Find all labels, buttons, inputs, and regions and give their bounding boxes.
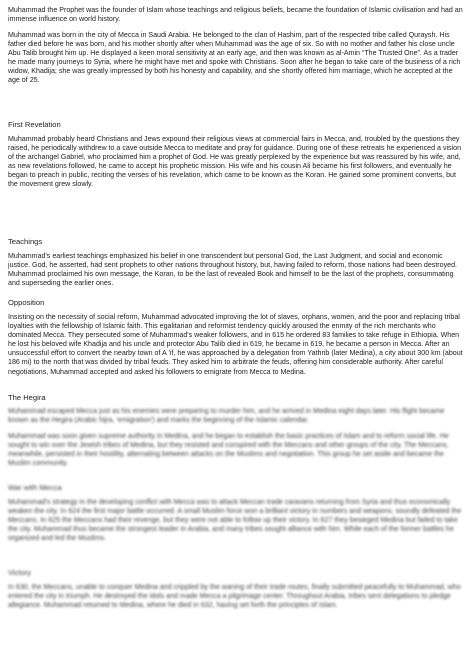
medina-paragraph: Muhammad was soon given supreme authority in Medina, and he began to establish the basic practices of Islam and to reform social life. He sought to win over the Jewish tribes of Medina, but they resisted and conspired with the Meccans and other groups of the city. The Meccans, meanwhile, persisted in their hostility, alternating between attacks on the Muslims and negotiation. This group he set aside and became the Muslim community. xyxy=(8,432,449,468)
intro-paragraph: Muhammad the Prophet was the founder of Islam whose teachings and religious beliefs, became the foundation of Islamic civilisation and had an immense influence on world history. xyxy=(8,6,463,24)
revelation-paragraph: Muhammad probably heard Christians and Jews expound their religious views at commercial fairs in Mecca, and, troubled by the questions they raised, he periodically withdrew to a cave outside Mecca to meditate and pray for guidance. During one of these retreats he experienced a vision of the archangel Gabriel, who proclaimed him a prophet of God. He was greatly perplexed by the experience but was reassured by his wife, and, as new revelations followed, he came to accept his prophetic mission. His wife and his cousin Ali became his first followers, and eventually he began to preach in public, reciting the verses of his revelation, which came to be known as the Koran. He gained some prominent converts, but the movement grew slowly. xyxy=(8,135,462,189)
war-paragraph: Muhammad's strategy in the developing conflict with Mecca was to attack Meccan trade caravans returning from Syria and thus economically weaken the city. In 624 the first major battle occurred. A small Muslim force won a brilliant victory in numbers and weapons, soundly defeated the Meccans. In 625 the Meccans had their revenge, but they were not able to follow up their victory. In 627 they besieged Medina but failed to take the city. Muhammad thus became the strongest leader in Arabia, and many tribes sought alliance with him. While each of the former battles he organized and led the Muslims. xyxy=(8,498,462,543)
opposition-paragraph: Insisting on the necessity of social reform, Muhammad advocated improving the lot of slaves, orphans, women, and the poor and replacing tribal loyalties with the fellowship of Islamic faith. This egalitarian and reformist tendency quickly aroused the enmity of the rich merchants who dominated Mecca. They persecuted some of Muhammad's weaker followers, and in 615 he ordered 83 families to take refuge in Ethiopia. When he lost his beloved wife Khadija and his uncle and protector Abu Talib died in 619, he became in 619, he became a person in Mecca. After an unsuccessful effort to convert the nearby town of A ’if, he was approached by a delegation from Yathrib (later Medina), a city about 300 km (about 186 mi) to the north that was divided by tribal feuds. They asked him to arbitrate the feuds, offering him considerable authority. After careful negotiations, Muhammad accepted and asked his followers to emigrate from Mecca to Medina. xyxy=(8,313,463,376)
heading-teachings: Teachings xyxy=(8,237,43,246)
heading-hegira: The Hegira xyxy=(8,393,46,402)
heading-victory: Victory xyxy=(8,568,32,577)
heading-opposition: Opposition xyxy=(8,298,45,307)
early-life-paragraph: Muhammad was born in the city of Mecca in Saudi Arabia. He belonged to the clan of Hashim, part of the respected tribe called Quraysh. His father died before he was born, and his mother shortly after when Muhammad was the age of six. So with no mother and father his close uncle Abu Talib brought him up. He displayed a keen moral sensitivity at an early age, and then was known as al-Amin “The Trusted One”. As a trader he made many journeys to Syria, where he might have met and spoke with Christians. Soon after he began to take care of the business of a rich widow, Khadija; she was greatly impressed by both his honesty and capability, and she shortly offered him marriage, which he accepted at the age of 25. xyxy=(8,31,461,85)
victory-paragraph: In 630, the Meccans, unable to conquer Medina and crippled by the waning of their trade routes, finally submitted peacefully to Muhammad, who entered the city in triumph. He destroyed the idols and made Mecca a pilgrimage center. Throughout Arabia, tribes sent delegations to pledge allegiance. Muhammad returned to Medina, where he died in 632, having set forth the principles of Islam. xyxy=(8,583,461,610)
hegira-paragraph: Muhammad escaped Mecca just as his enemies were preparing to murder him, and he arrived in Medina eight days later. His flight became known as the Hegira (Arabic hijra, 'emigration') and marks the beginning of the Islamic calendar. xyxy=(8,407,445,425)
teachings-paragraph: Muhammad's earliest teachings emphasized his belief in one transcendent but personal God, the Last Judgment, and social and economic justice. God, he asserted, had sent prophets to other nations throughout history, but, having failed to reform, those nations had been destroyed. Muhammad proclaimed his own message, the Koran, to be the last of revealed Book and himself to be the last of the prophets, consummating and superseding the earlier ones. xyxy=(8,252,458,288)
heading-first-revelation: First Revelation xyxy=(8,120,61,129)
heading-war-with-mecca: War with Mecca xyxy=(8,483,62,492)
